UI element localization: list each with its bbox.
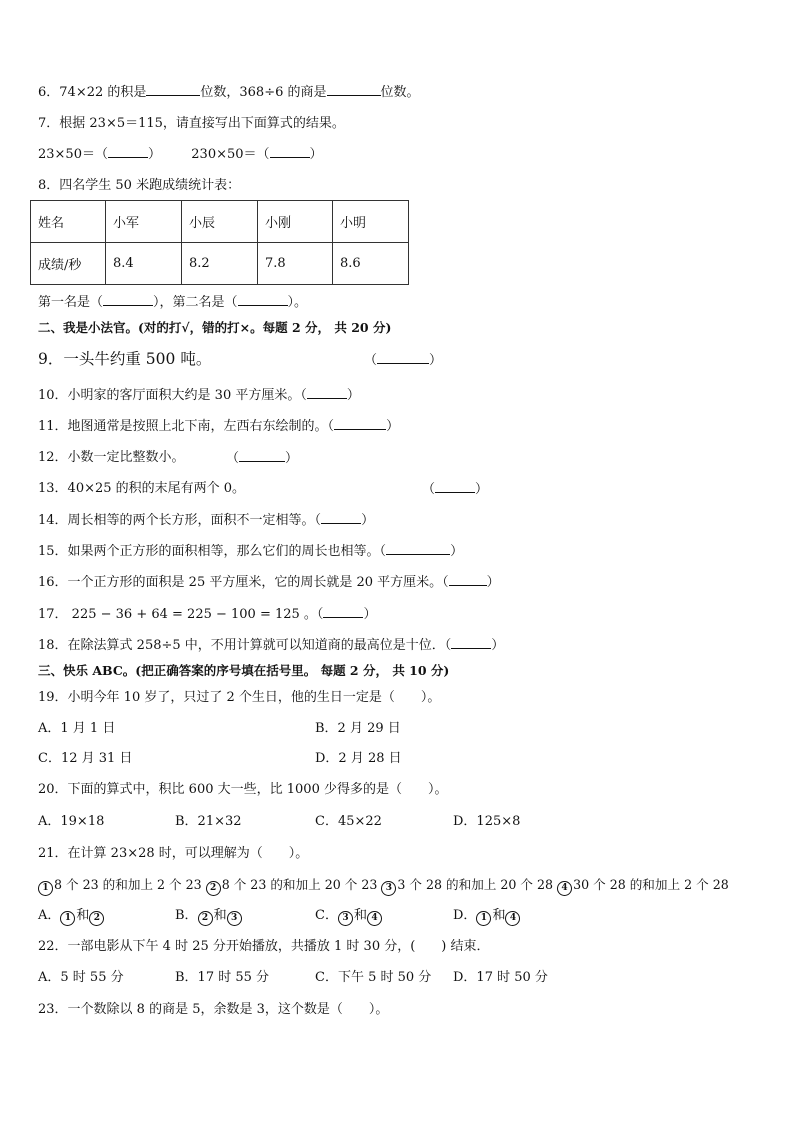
option-a[interactable]: A．19×18 [38,814,105,829]
option-b[interactable]: B．17 时 55 分 [175,970,270,985]
option-b[interactable]: B．2 月 29 日 [315,721,401,736]
option-c[interactable]: C．45×22 [315,814,382,829]
table-header: 姓名 [31,201,106,243]
option-b[interactable]: B．21×32 [175,814,242,829]
option-d[interactable]: D． 1 和 4 [453,907,521,926]
question-7-equations: 23×50＝（ ） 230×50＝（ ） [38,147,323,162]
option-a[interactable]: A． 1 和 2 [38,907,105,926]
option-d[interactable]: D．2 月 28 日 [315,751,402,766]
option-a[interactable]: A．1 月 1 日 [38,721,116,736]
answer-paren: （ ） [422,482,489,497]
answer-blank[interactable] [238,293,288,306]
answer-blank[interactable] [451,636,491,649]
question-17: 17． 225 − 36 + 64 = 225 − 100 = 125 。（ ） [38,607,377,622]
question-12: 12．小数一定比整数小。 [38,450,185,465]
answer-blank[interactable] [377,351,429,364]
answer-blank[interactable] [103,293,153,306]
question-8-answer: 第一名是（ ），第二名是（ ）。 [38,295,308,310]
answer-blank[interactable] [323,605,363,618]
question-11: 11．地图通常是按照上北下南，左西右东绘制的。（ ） [38,419,400,434]
option-c[interactable]: C．下午 5 时 50 分 [315,970,432,985]
question-18: 18．在除法算式 258÷5 中，不用计算就可以知道商的最高位是十位．（ ） [38,638,505,653]
option-a[interactable]: A．5 时 55 分 [38,970,124,985]
table-row [31,201,409,243]
section-title: 三、快乐 ABC。(把正确答案的序号填在括号里。 每题 2 分， 共 10 分) [38,663,450,678]
answer-blank[interactable] [386,542,450,555]
question-21-items: 1 8 个 23 的和加上 2 个 23 2 8 个 23 的和加上 20 个 23 3 3 个 28 的和加上 20 个 28 4 30 个 28 的和加上 2 个 28 [38,876,729,896]
answer-blank[interactable] [239,449,285,462]
answer-paren: （ ） [364,353,443,368]
table-row [31,243,409,285]
option-b[interactable]: B． 2 和 3 [175,907,243,926]
question-21: 21．在计算 23×28 时，可以理解为（ ）。 [38,846,309,861]
table-header: 小刚 [258,201,333,243]
option-c[interactable]: C． 3 和 4 [315,907,383,926]
table-cell: 8.2 [182,243,258,285]
question-22: 22．一部电影从下午 4 时 25 分开始播放，共播放 1 时 30 分，( ) 结束． [38,939,490,954]
circled-number: 1 [38,881,53,896]
question-9: 9．一头牛约重 500 吨。 [38,350,212,368]
answer-blank[interactable] [327,83,381,96]
question-14: 14．周长相等的两个长方形，面积不一定相等。（ ） [38,513,375,528]
option-d[interactable]: D．125×8 [453,814,521,829]
question-20: 20．下面的算式中，积比 600 大一些，比 1000 少得多的是（ ）。 [38,782,448,797]
answer-blank[interactable] [321,511,361,524]
answer-blank[interactable] [146,83,200,96]
circled-number: 4 [557,881,572,896]
circled-number: 3 [381,881,396,896]
question-8: 8．四名学生 50 米跑成绩统计表： [38,178,241,193]
question-13: 13．40×25 的积的末尾有两个 0。 [38,481,246,496]
table-header: 小明 [333,201,409,243]
option-c[interactable]: C．12 月 31 日 [38,751,133,766]
table-cell: 成绩/秒 [31,243,106,285]
question-16: 16．一个正方形的面积是 25 平方厘米，它的周长就是 20 平方厘米。（ ） [38,575,500,590]
table-cell: 7.8 [258,243,333,285]
option-d[interactable]: D．17 时 50 分 [453,970,548,985]
question-7: 7．根据 23×5＝115，请直接写出下面算式的结果。 [38,116,345,131]
answer-blank[interactable] [334,417,386,430]
question-19: 19．小明今年 10 岁了，只过了 2 个生日，他的生日一定是（ ）。 [38,690,441,705]
table-cell: 8.6 [333,243,409,285]
answer-blank[interactable] [449,573,487,586]
answer-blank[interactable] [307,386,347,399]
question-10: 10．小明家的客厅面积大约是 30 平方厘米。（ ） [38,388,360,403]
score-table [30,200,409,285]
answer-blank[interactable] [108,145,148,158]
circled-number: 2 [206,881,221,896]
answer-paren: （ ） [226,451,299,466]
table-header: 小军 [106,201,182,243]
answer-blank[interactable] [435,480,475,493]
table-header: 小辰 [182,201,258,243]
question-23: 23．一个数除以 8 的商是 5，余数是 3，这个数是（ ）。 [38,1002,389,1017]
section-title: 二、我是小法官。(对的打√，错的打×。每题 2 分， 共 20 分) [38,320,392,335]
question-15: 15．如果两个正方形的面积相等，那么它们的周长也相等。（ ） [38,544,464,559]
question-number: 6． [38,85,60,100]
question-6: 6．74×22 的积是 位数，368÷6 的商是 位数。 [38,85,420,100]
answer-blank[interactable] [270,145,310,158]
table-cell: 8.4 [106,243,182,285]
